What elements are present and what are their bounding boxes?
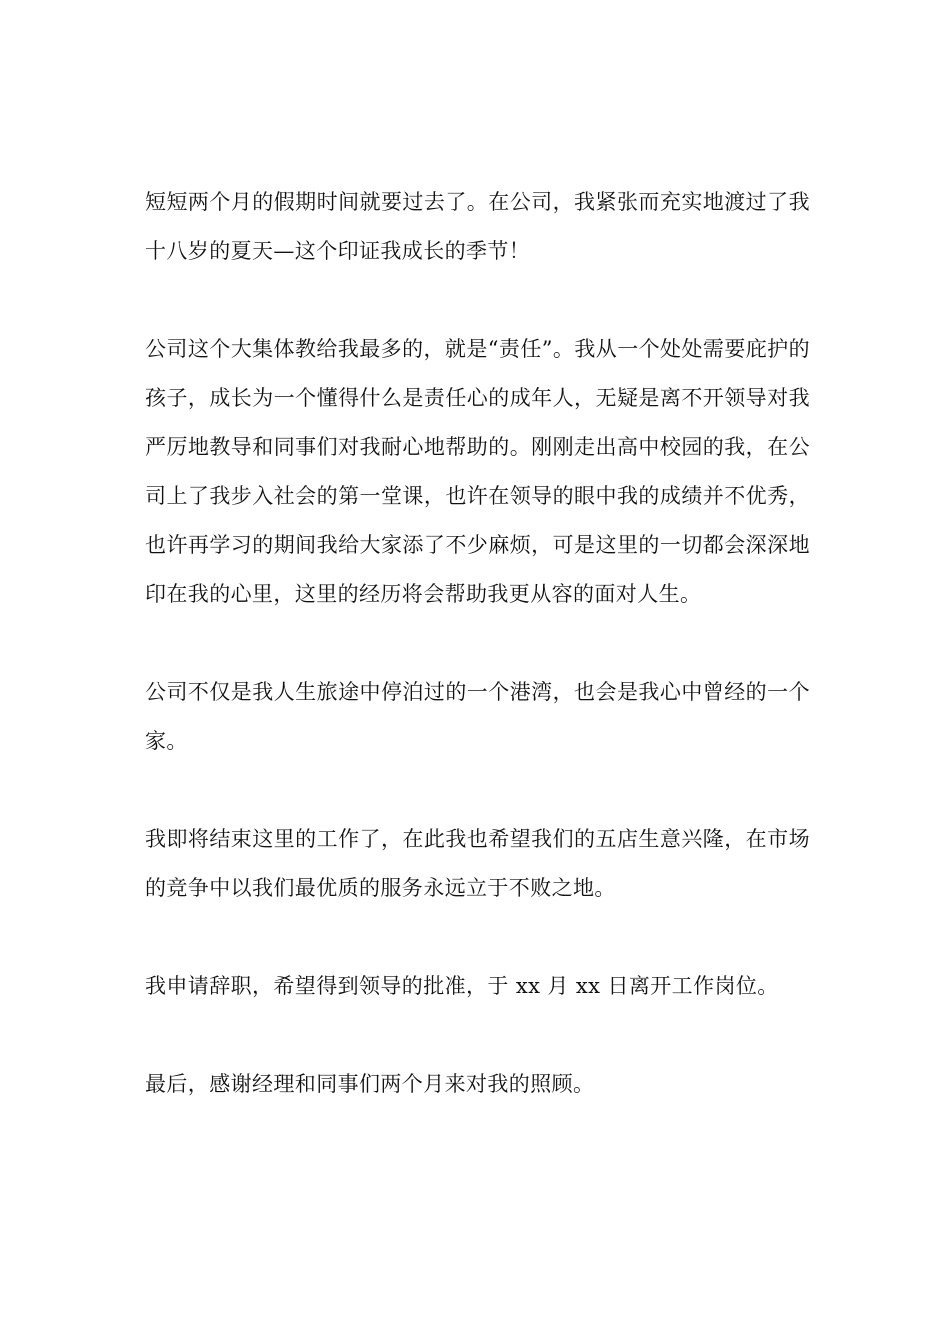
paragraph-harbor: 公司不仅是我人生旅途中停泊过的一个港湾，也会是我心中曾经的一个家。 (145, 680, 810, 753)
paragraph-summer: 短短两个月的假期时间就要过去了。在公司，我紧张而充实地渡过了我十八岁的夏天—这个印证我成长的季节！ (145, 190, 810, 263)
paragraph-responsibility: 公司这个大集体教给我最多的，就是“责任”。我从一个处处需要庇护的孩子，成长为一个懂得什么是责任心的成年人，无疑是离不开领导对我严厉地教导和同事们对我耐心地帮助的。刚刚走出高中校园的我，在公司上了我步入社会的第一堂课，也许在领导的眼中我的成绩并不优秀，也许再学习的期间我给大家添了不少麻烦，可是这里的一切都会深深地印在我的心里，这里的经历将会帮助我更从容的面对人生。 (145, 337, 810, 606)
paragraph-wishes: 我即将结束这里的工作了，在此我也希望我们的五店生意兴隆，在市场的竞争中以我们最优质的服务永远立于不败之地。 (145, 827, 810, 900)
document-body (145, 178, 810, 1109)
paragraph-thanks: 最后，感谢经理和同事们两个月来对我的照顾。 (145, 1072, 595, 1096)
paragraph-resignation: 我申请辞职，希望得到领导的批准，于 xx 月 xx 日离开工作岗位。 (145, 974, 779, 998)
